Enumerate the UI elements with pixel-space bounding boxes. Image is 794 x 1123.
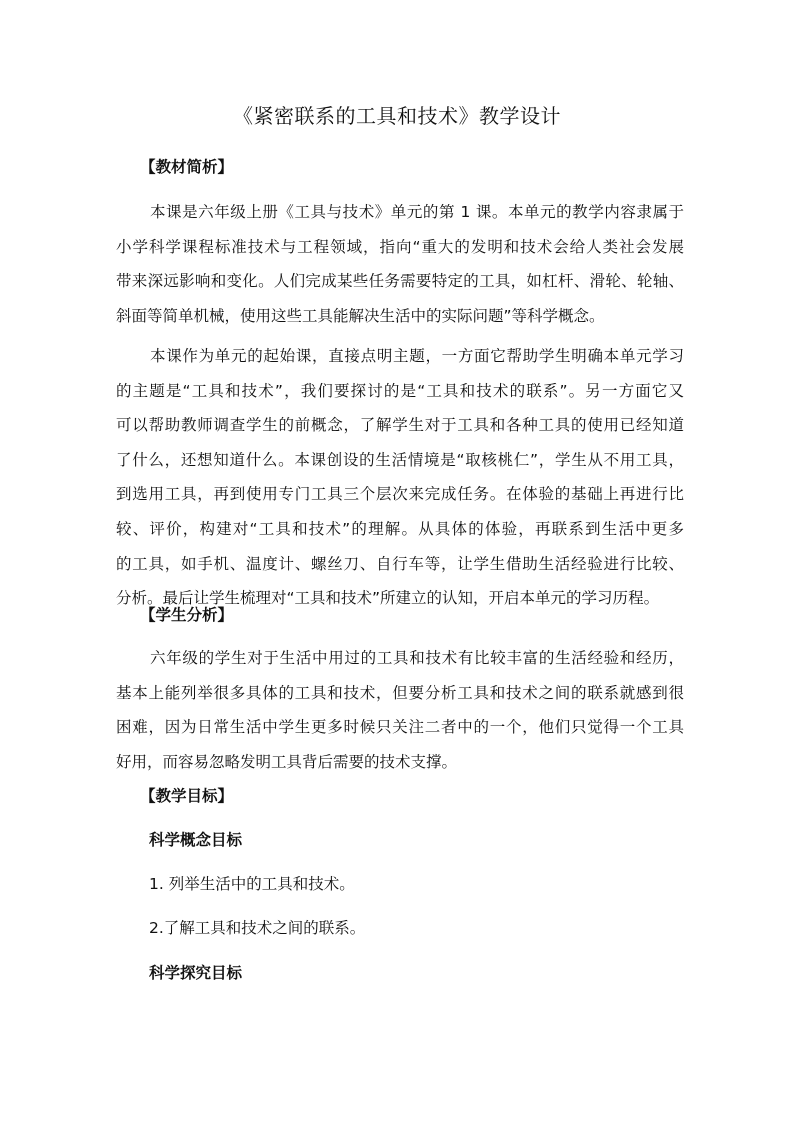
document-title: 《紧密联系的工具和技术》教学设计: [233, 104, 561, 128]
subheading-inquiry-goals: 科学探究目标: [149, 964, 243, 982]
paragraph-line: 困难，因为日常生活中学生更多时候只关注二者中的一个，他们只觉得一个工具: [116, 718, 684, 737]
section-heading-student-analysis: 【学生分析】: [140, 606, 234, 624]
section-heading-teaching-goals: 【教学目标】: [140, 787, 234, 805]
paragraph-textbook-analysis-1: [116, 195, 684, 333]
paragraph-line: 分析。最后让学生梳理对“工具和技术”所建立的认知，开启本单元的学习历程。: [116, 589, 660, 608]
paragraph-line: 本课是六年级上册《工具与技术》单元的第 1 课。本单元的教学内容隶属于: [150, 203, 684, 221]
paragraph-line: 小学科学课程标准技术与工程领域，指向“重大的发明和技术会给人类社会发展: [116, 237, 684, 256]
goal-list-item: 1. 列举生活中的工具和技术。: [149, 875, 355, 893]
paragraph-line: 到选用工具，再到使用专门工具三个层次来完成任务。在体验的基础上再进行比: [116, 485, 684, 504]
paragraph-textbook-analysis-2: [116, 339, 684, 616]
section-heading-textbook-analysis: 【教材简析】: [140, 158, 234, 176]
paragraph-line: 好用，而容易忽略发明工具背后需要的技术支撑。: [116, 752, 458, 771]
paragraph-line: 基本上能列举很多具体的工具和技术，但要分析工具和技术之间的联系就感到很: [116, 683, 684, 702]
paragraph-line: 六年级的学生对于生活中用过的工具和技术有比较丰富的生活经验和经历，: [150, 649, 684, 667]
goal-list-item: 2.了解工具和技术之间的联系。: [149, 919, 366, 937]
paragraph-line: 较、评价，构建对“工具和技术”的理解。从具体的体验，再联系到生活中更多: [116, 519, 684, 538]
paragraph-line: 斜面等简单机械，使用这些工具能解决生活中的实际问题”等科学概念。: [116, 306, 605, 325]
paragraph-student-analysis: [116, 641, 684, 779]
paragraph-line: 带来深远影响和变化。人们完成某些任务需要特定的工具，如杠杆、滑轮、轮轴、: [116, 272, 684, 291]
paragraph-line: 了什么，还想知道什么。本课创设的生活情境是“取核桃仁”，学生从不用工具，: [116, 450, 684, 469]
subheading-concept-goals: 科学概念目标: [149, 831, 243, 849]
paragraph-line: 的工具，如手机、温度计、螺丝刀、自行车等，让学生借助生活经验进行比较、: [116, 554, 684, 573]
paragraph-line: 的主题是“工具和技术”，我们要探讨的是“工具和技术的联系”。另一方面它又: [116, 381, 684, 400]
paragraph-line: 可以帮助教师调查学生的前概念，了解学生对于工具和各种工具的使用已经知道: [116, 416, 684, 435]
paragraph-line: 本课作为单元的起始课，直接点明主题，一方面它帮助学生明确本单元学习: [150, 347, 684, 365]
